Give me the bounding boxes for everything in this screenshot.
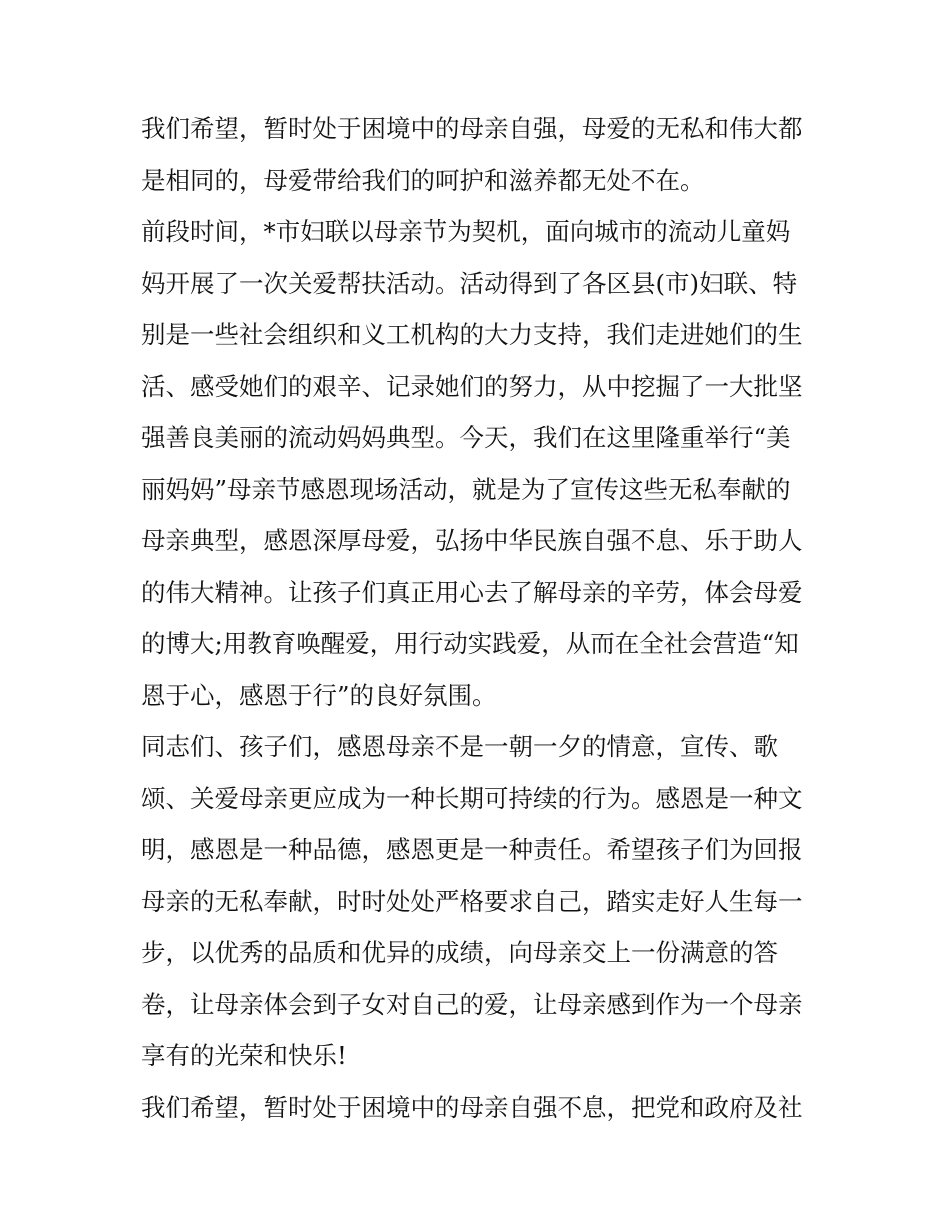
text-line: 妈开展了一次关爱帮扶活动。活动得到了各区县(市)妇联、特: [141, 268, 798, 298]
text-line: 的伟大精神。让孩子们真正用心去了解母亲的辛劳，体会母爱: [141, 577, 803, 607]
text-line: 明，感恩是一种品德，感恩更是一种责任。希望孩子们为回报: [141, 835, 803, 864]
text-line: 享有的光荣和快乐!: [141, 1041, 347, 1070]
text-line: 强善良美丽的流动妈妈典型。今天，我们在这里隆重举行“美: [141, 423, 791, 452]
paragraph-4: [141, 1082, 821, 1134]
paragraph-2: [141, 206, 821, 721]
text-line: 卷，让母亲体会到子女对自己的爱，让母亲感到作为一个母亲: [141, 989, 803, 1019]
text-line: 同志们、孩子们，感恩母亲不是一朝一夕的情意，宣传、歌: [141, 732, 778, 761]
text-line: 前段时间，*市妇联以母亲节为契机，面向城市的流动儿童妈: [141, 217, 791, 246]
text-line: 是相同的，母爱带给我们的呵护和滋养都无处不在。: [141, 165, 705, 195]
text-line: 的博大;用教育唤醒爱，用行动实践爱，从而在全社会营造“知: [141, 629, 799, 658]
text-line: 活、感受她们的艰辛、记录她们的努力，从中挖掘了一大批坚: [141, 371, 803, 401]
text-line: 步，以优秀的品质和优异的成绩，向母亲交上一份满意的答: [141, 938, 778, 967]
text-line: 颂、关爱母亲更应成为一种长期可持续的行为。感恩是一种文: [141, 783, 803, 813]
text-line: 母亲典型，感恩深厚母爱，弘扬中华民族自强不息、乐于助人: [141, 526, 803, 555]
text-line: 我们希望，暂时处于困境中的母亲自强不息，把党和政府及社: [141, 1092, 803, 1122]
paragraph-3: [141, 721, 821, 1082]
text-line: 我们希望，暂时处于困境中的母亲自强，母爱的无私和伟大都: [141, 114, 803, 143]
document-body: [141, 103, 821, 1133]
paragraph-1: [141, 103, 821, 206]
text-line: 母亲的无私奉献，时时处处严格要求自己，踏实走好人生每一: [141, 886, 803, 916]
text-line: 丽妈妈”母亲节感恩现场活动，就是为了宣传这些无私奉献的: [141, 474, 791, 504]
text-line: 恩于心，感恩于行”的良好氛围。: [141, 680, 497, 710]
text-line: 别是一些社会组织和义工机构的大力支持，我们走进她们的生: [141, 320, 803, 349]
